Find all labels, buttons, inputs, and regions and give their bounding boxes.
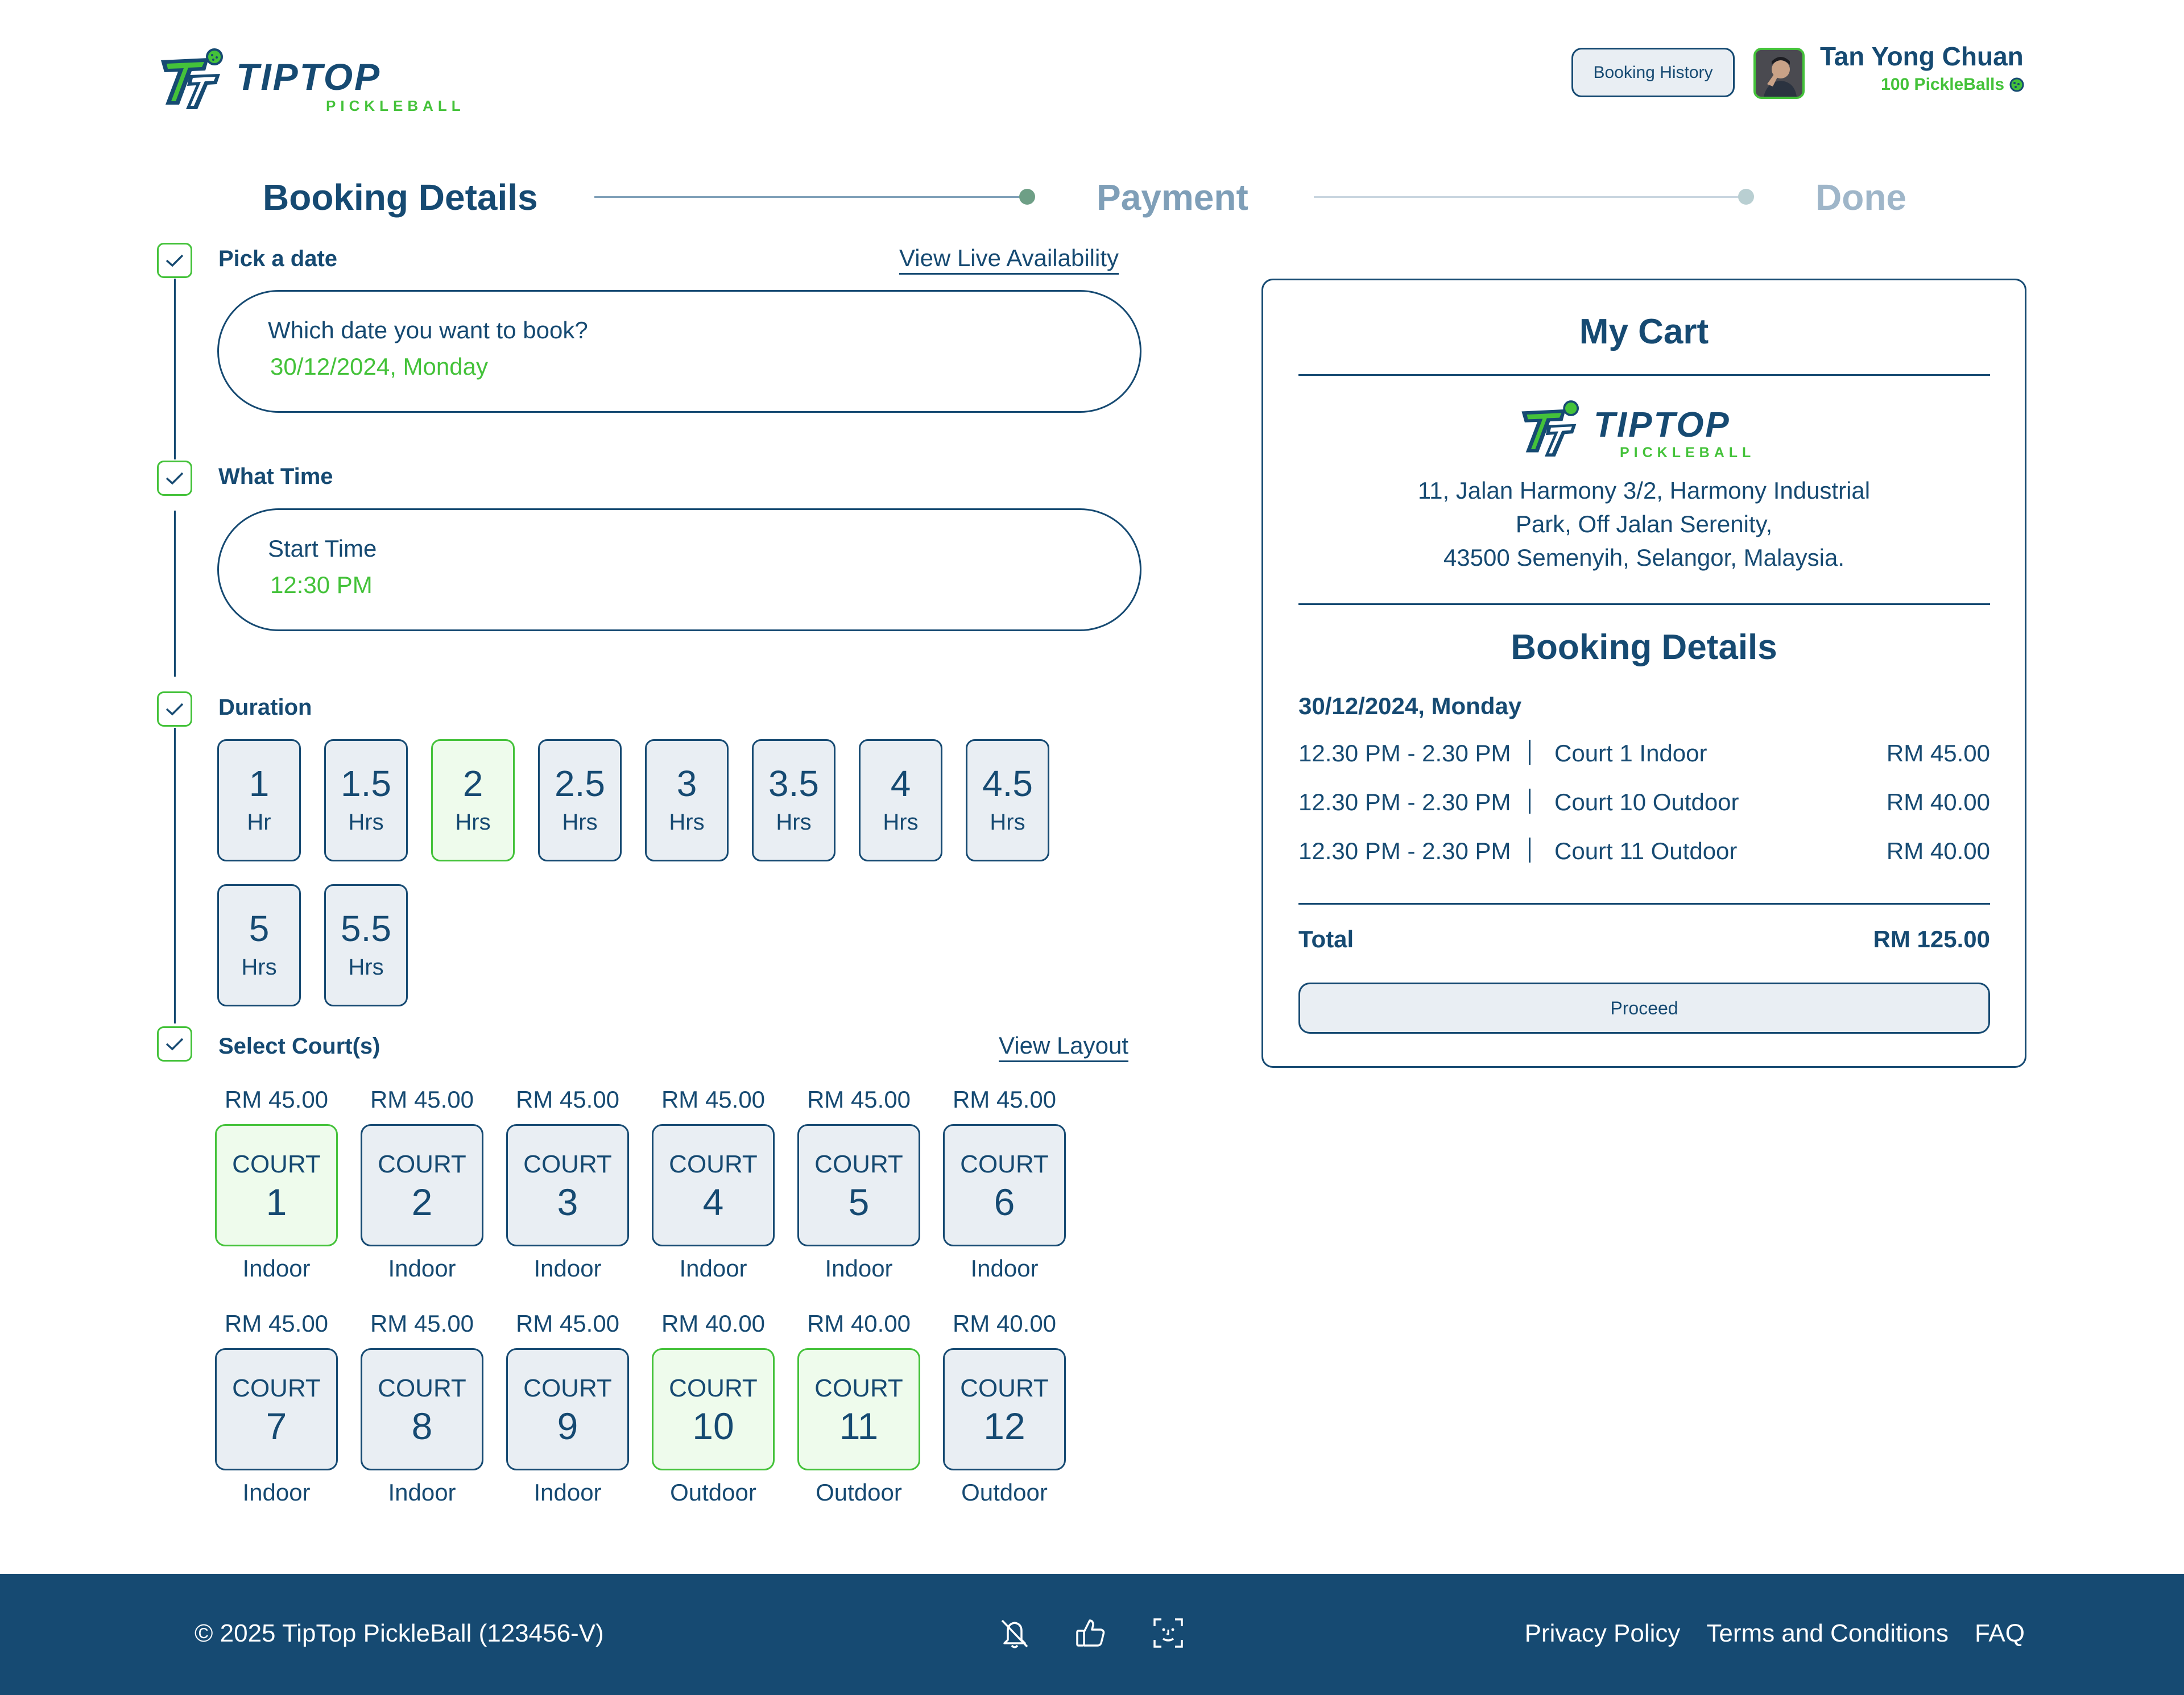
cart-item-price: RM 45.00: [1886, 740, 1990, 766]
court-number: 3: [557, 1180, 578, 1223]
court-type: Indoor: [388, 1479, 456, 1506]
start-time-value: 12:30 PM: [270, 571, 373, 598]
date-picker-field[interactable]: [217, 290, 1141, 413]
cart-item-court: Court 10 Outdoor: [1554, 789, 1739, 815]
user-photo-icon: [1756, 50, 1802, 97]
footer-links: [1525, 1619, 2025, 1648]
court-price: RM 45.00: [515, 1310, 620, 1337]
cart-item-row: [1298, 838, 1990, 865]
court-option[interactable]: [943, 1348, 1066, 1470]
court-word: COURT: [232, 1374, 321, 1402]
court-price: RM 40.00: [661, 1310, 766, 1337]
cart-item-time: 12.30 PM - 2.30 PM: [1298, 740, 1511, 766]
cart-divider-3: [1298, 903, 1990, 905]
court-number: 10: [692, 1404, 734, 1447]
court-number: 4: [702, 1180, 724, 1223]
court-option[interactable]: [797, 1124, 920, 1246]
court-word: COURT: [960, 1374, 1049, 1402]
brand-name: TIPTOP: [236, 56, 382, 98]
avatar[interactable]: [1753, 48, 1805, 99]
total-label: Total: [1298, 926, 1354, 952]
court-word: COURT: [523, 1374, 612, 1402]
brand-logo[interactable]: [156, 48, 465, 114]
court-price: RM 40.00: [806, 1310, 911, 1337]
court-option[interactable]: [652, 1348, 775, 1470]
court-option[interactable]: [361, 1348, 483, 1470]
cart-panel: [1261, 279, 2026, 1068]
view-live-availability-link[interactable]: View Live Availability: [899, 244, 1119, 275]
address-line-1: 11, Jalan Harmony 3/2, Harmony Industrial: [1417, 477, 1871, 504]
cart-item-row: [1298, 789, 1990, 816]
court-price: RM 45.00: [806, 1086, 911, 1113]
court-number: 11: [839, 1404, 879, 1447]
total-value: RM 125.00: [1873, 926, 1990, 952]
cart-brand-wordmark: [1594, 405, 1756, 461]
duration-value: 1: [249, 763, 270, 804]
cart-item-time: 12.30 PM - 2.30 PM: [1298, 789, 1511, 815]
court-type: Indoor: [970, 1255, 1039, 1282]
court-type: Outdoor: [816, 1479, 902, 1506]
cart-item-court: Court 11 Outdoor: [1554, 838, 1738, 864]
duration-option[interactable]: [645, 739, 729, 861]
duration-value: 3.5: [768, 763, 819, 804]
duration-value: 2: [462, 763, 483, 804]
date-question: Which date you want to book?: [268, 317, 588, 343]
cart-item-time: 12.30 PM - 2.30 PM: [1298, 838, 1511, 864]
cart-item-price: RM 40.00: [1886, 789, 1990, 815]
court-number: 1: [266, 1180, 287, 1223]
court-price: RM 45.00: [952, 1086, 1057, 1113]
court-number: 6: [994, 1180, 1015, 1223]
duration-check-icon: [157, 691, 192, 727]
thumbs-up-icon[interactable]: [1073, 1615, 1109, 1651]
duration-option[interactable]: [859, 739, 942, 861]
date-value: 30/12/2024, Monday: [270, 353, 488, 380]
court-price: RM 45.00: [661, 1086, 766, 1113]
court-price: RM 45.00: [515, 1086, 620, 1113]
bell-off-icon[interactable]: [996, 1615, 1033, 1651]
duration-unit: Hrs: [776, 810, 812, 835]
court-price: RM 45.00: [224, 1086, 329, 1113]
court-option[interactable]: [943, 1124, 1066, 1246]
court-price: RM 45.00: [224, 1310, 329, 1337]
court-type: Outdoor: [670, 1479, 756, 1506]
duration-value: 4.5: [982, 763, 1033, 804]
view-layout-link[interactable]: View Layout: [999, 1032, 1128, 1062]
duration-unit: Hrs: [348, 955, 384, 980]
court-word: COURT: [669, 1150, 758, 1178]
duration-option[interactable]: [324, 884, 408, 1006]
duration-option[interactable]: [431, 739, 515, 861]
court-option[interactable]: [361, 1124, 483, 1246]
court-word: COURT: [378, 1374, 466, 1402]
cart-date-value: 30/12/2024, Monday: [1298, 693, 1522, 719]
duration-value: 5: [249, 908, 270, 949]
timeline-line-1: [174, 279, 176, 459]
step-done: Done: [1815, 177, 1906, 218]
duration-option[interactable]: [538, 739, 622, 861]
face-scan-icon[interactable]: [1150, 1615, 1186, 1651]
step-dot-done: [1738, 189, 1754, 205]
court-type: Indoor: [825, 1255, 893, 1282]
timeline-line-3: [174, 728, 176, 1023]
duration-value: 1.5: [341, 763, 391, 804]
brand-wordmark: [236, 56, 465, 114]
step-payment: Payment: [1097, 177, 1248, 218]
cart-brand-sub: PICKLEBALL: [1620, 445, 1756, 461]
duration-unit: Hrs: [669, 810, 705, 835]
step-connector-1: [594, 196, 1024, 198]
court-option[interactable]: [215, 1348, 338, 1470]
court-option[interactable]: [506, 1348, 629, 1470]
court-word: COURT: [814, 1150, 903, 1178]
court-option[interactable]: [506, 1124, 629, 1246]
cart-item-price: RM 40.00: [1886, 838, 1990, 864]
duration-option[interactable]: [217, 739, 301, 861]
proceed-button[interactable]: Proceed: [1298, 983, 1990, 1034]
court-word: COURT: [232, 1150, 321, 1178]
cart-divider-1: [1298, 374, 1990, 376]
start-time-label: Start Time: [268, 535, 377, 562]
footer-copyright: © 2025 TipTop PickleBall (123456-V): [195, 1619, 604, 1647]
court-number: 5: [848, 1180, 870, 1223]
court-word: COURT: [669, 1374, 758, 1402]
address-line-3: 43500 Semenyih, Selangor, Malaysia.: [1443, 544, 1845, 571]
header: [0, 0, 2184, 142]
court-type: Indoor: [242, 1479, 311, 1506]
duration-unit: Hrs: [348, 810, 384, 835]
duration-value: 2.5: [555, 763, 605, 804]
court-type: Indoor: [533, 1479, 602, 1506]
cart-date: [1298, 693, 1990, 720]
user-points: [1881, 75, 2025, 94]
address-line-2: Park, Off Jalan Serenity,: [1515, 511, 1773, 537]
cart-item-separator: [1529, 838, 1531, 863]
cart-item-separator: [1529, 789, 1531, 814]
time-section-title: What Time: [218, 464, 333, 489]
court-number: 2: [411, 1180, 433, 1223]
cart-item-court: Court 1 Indoor: [1554, 740, 1707, 766]
court-word: COURT: [960, 1150, 1049, 1178]
duration-value: 5.5: [341, 908, 391, 949]
step-dot-payment: [1019, 189, 1035, 205]
duration-value: 3: [676, 763, 697, 804]
duration-option[interactable]: [752, 739, 835, 861]
court-option[interactable]: [652, 1124, 775, 1246]
date-check-icon: [157, 243, 192, 278]
duration-option[interactable]: [324, 739, 408, 861]
duration-value: 4: [890, 763, 911, 804]
duration-option[interactable]: [966, 739, 1049, 861]
duration-unit: Hrs: [883, 810, 919, 835]
user-name[interactable]: Tan Yong Chuan: [1820, 42, 2024, 71]
date-section-title: Pick a date: [218, 246, 338, 271]
terms-link[interactable]: Terms and Conditions: [1706, 1619, 1949, 1647]
court-word: COURT: [378, 1150, 466, 1178]
court-type: Indoor: [679, 1255, 747, 1282]
duration-unit: Hrs: [455, 810, 491, 835]
duration-unit: Hrs: [562, 810, 598, 835]
start-time-field[interactable]: [217, 508, 1141, 631]
duration-unit: Hrs: [241, 955, 277, 980]
court-number: 12: [983, 1404, 1025, 1447]
user-points-label: 100 PickleBalls: [1881, 75, 2004, 94]
brand-sub: PICKLEBALL: [326, 97, 465, 114]
footer: [0, 1574, 2184, 1695]
duration-unit: Hrs: [990, 810, 1025, 835]
cart-logo-mark-icon: [1517, 400, 1586, 458]
court-word: COURT: [523, 1150, 612, 1178]
court-type: Indoor: [533, 1255, 602, 1282]
booking-history-button[interactable]: Booking History: [1571, 48, 1735, 97]
cart-divider-2: [1298, 603, 1990, 605]
cart-total: [1298, 926, 1990, 953]
venue-address: [1263, 474, 2025, 574]
court-price: RM 45.00: [370, 1086, 474, 1113]
court-word: COURT: [814, 1374, 903, 1402]
court-section-title: Select Court(s): [218, 1034, 380, 1059]
court-type: Outdoor: [961, 1479, 1048, 1506]
privacy-policy-link[interactable]: Privacy Policy: [1524, 1619, 1681, 1647]
duration-option[interactable]: [217, 884, 301, 1006]
step-booking-details: Booking Details: [263, 177, 538, 218]
court-number: 8: [411, 1404, 433, 1447]
duration-unit: Hr: [247, 810, 271, 835]
timeline-line-2: [174, 511, 176, 677]
court-price: RM 45.00: [370, 1310, 474, 1337]
court-check-icon: [157, 1026, 192, 1062]
court-price: RM 40.00: [952, 1310, 1057, 1337]
court-type: Indoor: [242, 1255, 311, 1282]
faq-link[interactable]: FAQ: [1974, 1619, 2025, 1647]
pickleball-icon: [2009, 77, 2025, 93]
court-type: Indoor: [388, 1255, 456, 1282]
court-option[interactable]: [215, 1124, 338, 1246]
court-number: 9: [557, 1404, 578, 1447]
court-option[interactable]: [797, 1348, 920, 1470]
duration-section-title: Duration: [218, 695, 312, 720]
step-connector-2: [1314, 196, 1744, 198]
cart-item-row: [1298, 740, 1990, 767]
time-check-icon: [157, 461, 192, 496]
cart-details-title: Booking Details: [1511, 628, 1777, 667]
cart-title: My Cart: [1579, 312, 1709, 351]
cart-item-separator: [1529, 740, 1531, 765]
logo-mark-icon: [156, 48, 230, 110]
cart-brand-name: TIPTOP: [1594, 405, 1731, 445]
court-number: 7: [266, 1404, 287, 1447]
cart-logo: [1517, 400, 1779, 462]
